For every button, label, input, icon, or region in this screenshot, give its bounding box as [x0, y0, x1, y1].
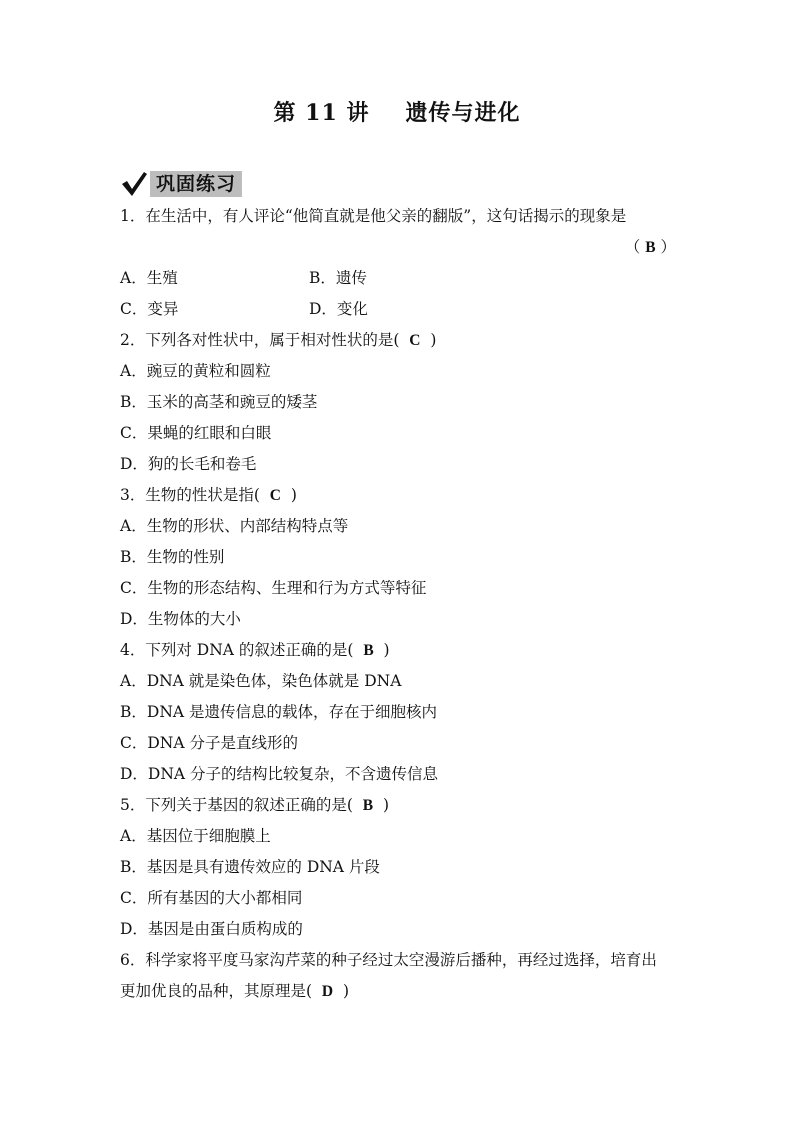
question-stem: 1．在生活中，有人评论“他简直就是他父亲的翻版”，这句话揭示的现象是	[120, 207, 627, 225]
option: C．生物的形态结构、生理和行为方式等特征	[120, 579, 427, 597]
option: B．生物的性别	[120, 548, 225, 566]
option: A．生殖	[120, 269, 178, 287]
option: B．基因是具有遗传效应的 DNA 片段	[120, 858, 380, 876]
option: C．变异	[120, 300, 179, 318]
option: B．玉米的高茎和豌豆的矮茎	[120, 393, 318, 411]
option: D．基因是由蛋白质构成的	[120, 920, 303, 938]
option: B．DNA 是遗传信息的载体，存在于细胞核内	[120, 703, 438, 721]
question-stem: 6．科学家将平度马家沟芹菜的种子经过太空漫游后播种，再经过选择，培育出	[120, 951, 657, 969]
check-mark-icon	[120, 170, 148, 198]
page-title	[0, 96, 794, 127]
question-stem-continued: 更加优良的品种，其原理是( D )	[120, 982, 350, 1000]
option: A．DNA 就是染色体，染色体就是 DNA	[120, 672, 402, 690]
section-header	[120, 170, 242, 198]
question-stem: 3．生物的性状是指( C )	[120, 486, 297, 504]
answer-key: D	[321, 983, 334, 1000]
option-row	[120, 263, 676, 294]
answer-key: B	[645, 239, 656, 256]
question-stem: 5．下列关于基因的叙述正确的是( B )	[120, 796, 390, 814]
option: C．所有基因的大小都相同	[120, 889, 303, 907]
question-stem: 4．下列对 DNA 的叙述正确的是( B )	[120, 641, 390, 659]
option: D．狗的长毛和卷毛	[120, 455, 257, 473]
question-stem: 2．下列各对性状中，属于相对性状的是( C )	[120, 331, 437, 349]
lesson-number: 第 11 讲	[273, 100, 370, 126]
lesson-topic: 遗传与进化	[405, 100, 521, 126]
answer-key: C	[269, 487, 281, 504]
answer-key: B	[363, 642, 374, 659]
option: C．果蝇的红眼和白眼	[120, 424, 272, 442]
section-label: 巩固练习	[150, 171, 242, 197]
option: D．变化	[309, 300, 368, 318]
answer-key: B	[362, 797, 374, 814]
option: D．DNA 分子的结构比较复杂，不含遗传信息	[120, 765, 439, 783]
option: A．豌豆的黄粒和圆粒	[120, 362, 271, 380]
option: A．生物的形状、内部结构特点等	[120, 517, 349, 535]
option-row	[120, 294, 676, 325]
option: D．生物体的大小	[120, 610, 241, 628]
answer-key: C	[409, 332, 421, 349]
question-list	[120, 201, 676, 1007]
option: C．DNA 分子是直线形的	[120, 734, 298, 752]
option: B．遗传	[309, 269, 367, 287]
answer-line: （ B ）	[624, 238, 676, 256]
option: A．基因位于细胞膜上	[120, 827, 271, 845]
